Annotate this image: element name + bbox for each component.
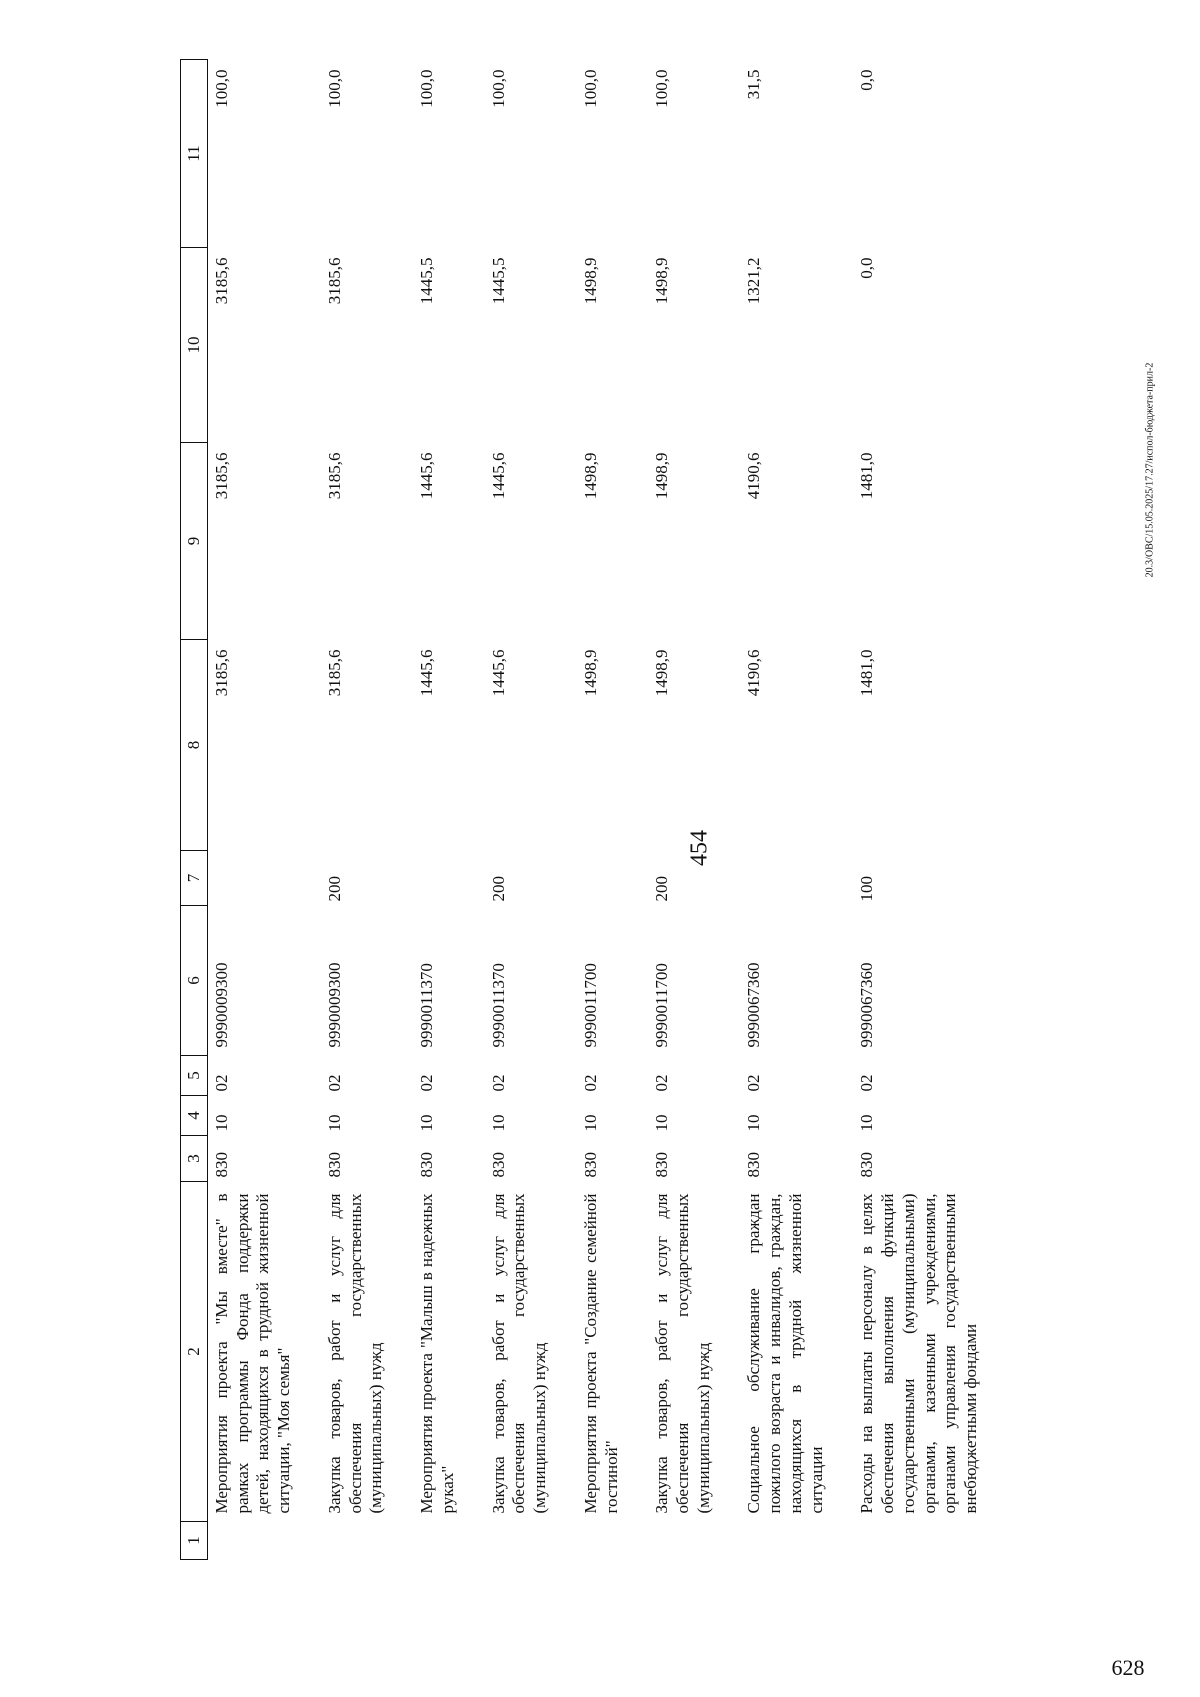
cell-c6: 9990009300 — [324, 962, 344, 1048]
cell-c8: 1445,6 — [417, 649, 437, 697]
col-header-10: 10 — [181, 248, 208, 443]
cell-c5: 02 — [744, 1074, 764, 1092]
cell-c7 — [407, 851, 478, 906]
cell-name: Мероприятия проекта "Мы вместе" в рамках программы Фонда поддержки детей, находящихся в трудной жизненной ситуации, "Моя семья" — [212, 1193, 294, 1514]
cell-c10: 1445,5 — [488, 257, 508, 305]
cell-c3: 830 — [857, 1152, 877, 1178]
budget-table-rotated — [180, 60, 1002, 1560]
cell-empty — [479, 1522, 571, 1560]
cell-c6: 9990009300 — [212, 962, 231, 1048]
cell-c4: 10 — [212, 1114, 231, 1132]
cell-c8: 1445,6 — [488, 649, 508, 697]
cell-name: Расходы на выплаты персоналу в целях обеспечения выполнения функций государственными (муниципальными) органами, казенными учреждениями, органами управления государственными внебюджетными фондами — [857, 1193, 981, 1514]
col-header-1: 1 — [181, 1522, 208, 1560]
cell-c11: 100,0 — [417, 69, 437, 108]
cell-c5: 02 — [324, 1074, 344, 1092]
cell-empty — [208, 1522, 315, 1560]
cell-c7: 200 — [652, 876, 672, 902]
cell-c4: 10 — [580, 1114, 600, 1132]
sheet-number: 628 — [1111, 1655, 1145, 1680]
cell-name: Закупка товаров, работ и услуг для обеспечения государственных (муниципальных) нужд — [488, 1193, 550, 1514]
cell-c10: 1498,9 — [652, 257, 672, 305]
cell-c5: 02 — [417, 1074, 437, 1092]
col-header-6: 6 — [181, 906, 208, 1056]
table-row — [734, 60, 847, 1560]
cell-c8: 4190,6 — [744, 649, 764, 697]
cell-c4: 10 — [417, 1114, 437, 1132]
cell-name: Закупка товаров, работ и услуг для обеспечения государственных (муниципальных) нужд — [652, 1193, 713, 1514]
table-row — [847, 60, 1001, 1560]
cell-c4: 10 — [652, 1114, 672, 1132]
cell-c11: 100,0 — [212, 69, 231, 108]
cell-empty — [315, 1522, 407, 1560]
cell-c8: 3185,6 — [324, 649, 344, 697]
cell-c7 — [208, 851, 315, 906]
budget-table — [180, 59, 1002, 1560]
cell-c8: 1481,0 — [857, 649, 877, 697]
cell-c6: 9990067360 — [857, 962, 877, 1048]
cell-c5: 02 — [488, 1074, 508, 1092]
cell-c6: 9990011370 — [488, 963, 508, 1048]
cell-empty — [571, 1522, 642, 1560]
cell-empty — [734, 1522, 847, 1560]
cell-c9: 3185,6 — [324, 452, 344, 500]
cell-c8: 3185,6 — [212, 649, 231, 697]
cell-c6: 9990011700 — [580, 963, 600, 1048]
cell-c10: 3185,6 — [324, 257, 344, 305]
table-row — [315, 60, 407, 1560]
cell-c9: 1445,6 — [417, 452, 437, 500]
col-header-4: 4 — [181, 1096, 208, 1136]
cell-c5: 02 — [652, 1074, 672, 1092]
col-header-8: 8 — [181, 640, 208, 851]
cell-c6: 9990067360 — [744, 962, 764, 1048]
col-header-3: 3 — [181, 1136, 208, 1182]
col-header-5: 5 — [181, 1056, 208, 1096]
cell-c6: 9990011700 — [652, 963, 672, 1048]
cell-name: Социальное обслуживание граждан пожилого возраста и инвалидов, граждан, находящихся в трудной жизненной ситуации — [744, 1193, 826, 1514]
cell-c3: 830 — [580, 1152, 600, 1178]
table-row — [571, 60, 642, 1560]
cell-c9: 1498,9 — [580, 452, 600, 500]
cell-c3: 830 — [417, 1152, 437, 1178]
cell-c7: 200 — [488, 876, 508, 902]
cell-c4: 10 — [744, 1114, 764, 1132]
col-header-11: 11 — [181, 60, 208, 248]
cell-c11: 31,5 — [744, 69, 764, 100]
cell-c3: 830 — [212, 1152, 231, 1178]
cell-c4: 10 — [488, 1114, 508, 1132]
cell-c7 — [734, 851, 847, 906]
col-header-9: 9 — [181, 443, 208, 640]
cell-c9: 3185,6 — [212, 452, 231, 500]
cell-c10: 1321,2 — [744, 257, 764, 305]
cell-c5: 02 — [212, 1074, 231, 1092]
cell-empty — [642, 1522, 734, 1560]
cell-c10: 1498,9 — [580, 257, 600, 305]
cell-c4: 10 — [324, 1114, 344, 1132]
cell-c3: 830 — [652, 1152, 672, 1178]
col-header-7: 7 — [181, 851, 208, 906]
cell-c11: 0,0 — [857, 69, 877, 91]
cell-c11: 100,0 — [652, 69, 672, 108]
cell-c3: 830 — [744, 1152, 764, 1178]
table-row — [479, 60, 571, 1560]
cell-c7 — [571, 851, 642, 906]
cell-c7: 200 — [324, 876, 344, 902]
cell-c8: 1498,9 — [652, 649, 672, 697]
cell-c9: 1498,9 — [652, 452, 672, 500]
cell-c10: 3185,6 — [212, 257, 231, 305]
header-row — [181, 60, 208, 1560]
cell-c10: 1445,5 — [417, 257, 437, 305]
cell-c6: 9990011370 — [417, 963, 437, 1048]
cell-c11: 100,0 — [324, 69, 344, 108]
cell-name: Мероприятия проекта "Создание семейной гостиной" — [580, 1193, 621, 1514]
cell-c5: 02 — [857, 1074, 877, 1092]
table-row — [407, 60, 478, 1560]
cell-c8: 1498,9 — [580, 649, 600, 697]
cell-c7: 100 — [857, 876, 877, 902]
cell-name: Мероприятия проекта "Малыш в надежных руках" — [417, 1193, 457, 1514]
table-row — [642, 60, 734, 1560]
page-number: 454 — [686, 830, 713, 866]
cell-c5: 02 — [580, 1074, 600, 1092]
cell-name: Закупка товаров, работ и услуг для обеспечения государственных (муниципальных) нужд — [324, 1193, 386, 1514]
cell-c10: 0,0 — [857, 257, 877, 279]
col-header-2: 2 — [181, 1182, 208, 1522]
cell-c11: 100,0 — [580, 69, 600, 108]
cell-empty — [847, 1522, 1001, 1560]
cell-c9: 1481,0 — [857, 452, 877, 500]
cell-empty — [407, 1522, 478, 1560]
table-row — [208, 60, 315, 1560]
cell-c4: 10 — [857, 1114, 877, 1132]
cell-c3: 830 — [488, 1152, 508, 1178]
cell-c9: 4190,6 — [744, 452, 764, 500]
cell-c3: 830 — [324, 1152, 344, 1178]
cell-c11: 100,0 — [488, 69, 508, 108]
cell-c9: 1445,6 — [488, 452, 508, 500]
document-code: 20.3/ОВС/15.05.2025/17.27/испол-бюджета-прил-2 — [1144, 362, 1156, 578]
